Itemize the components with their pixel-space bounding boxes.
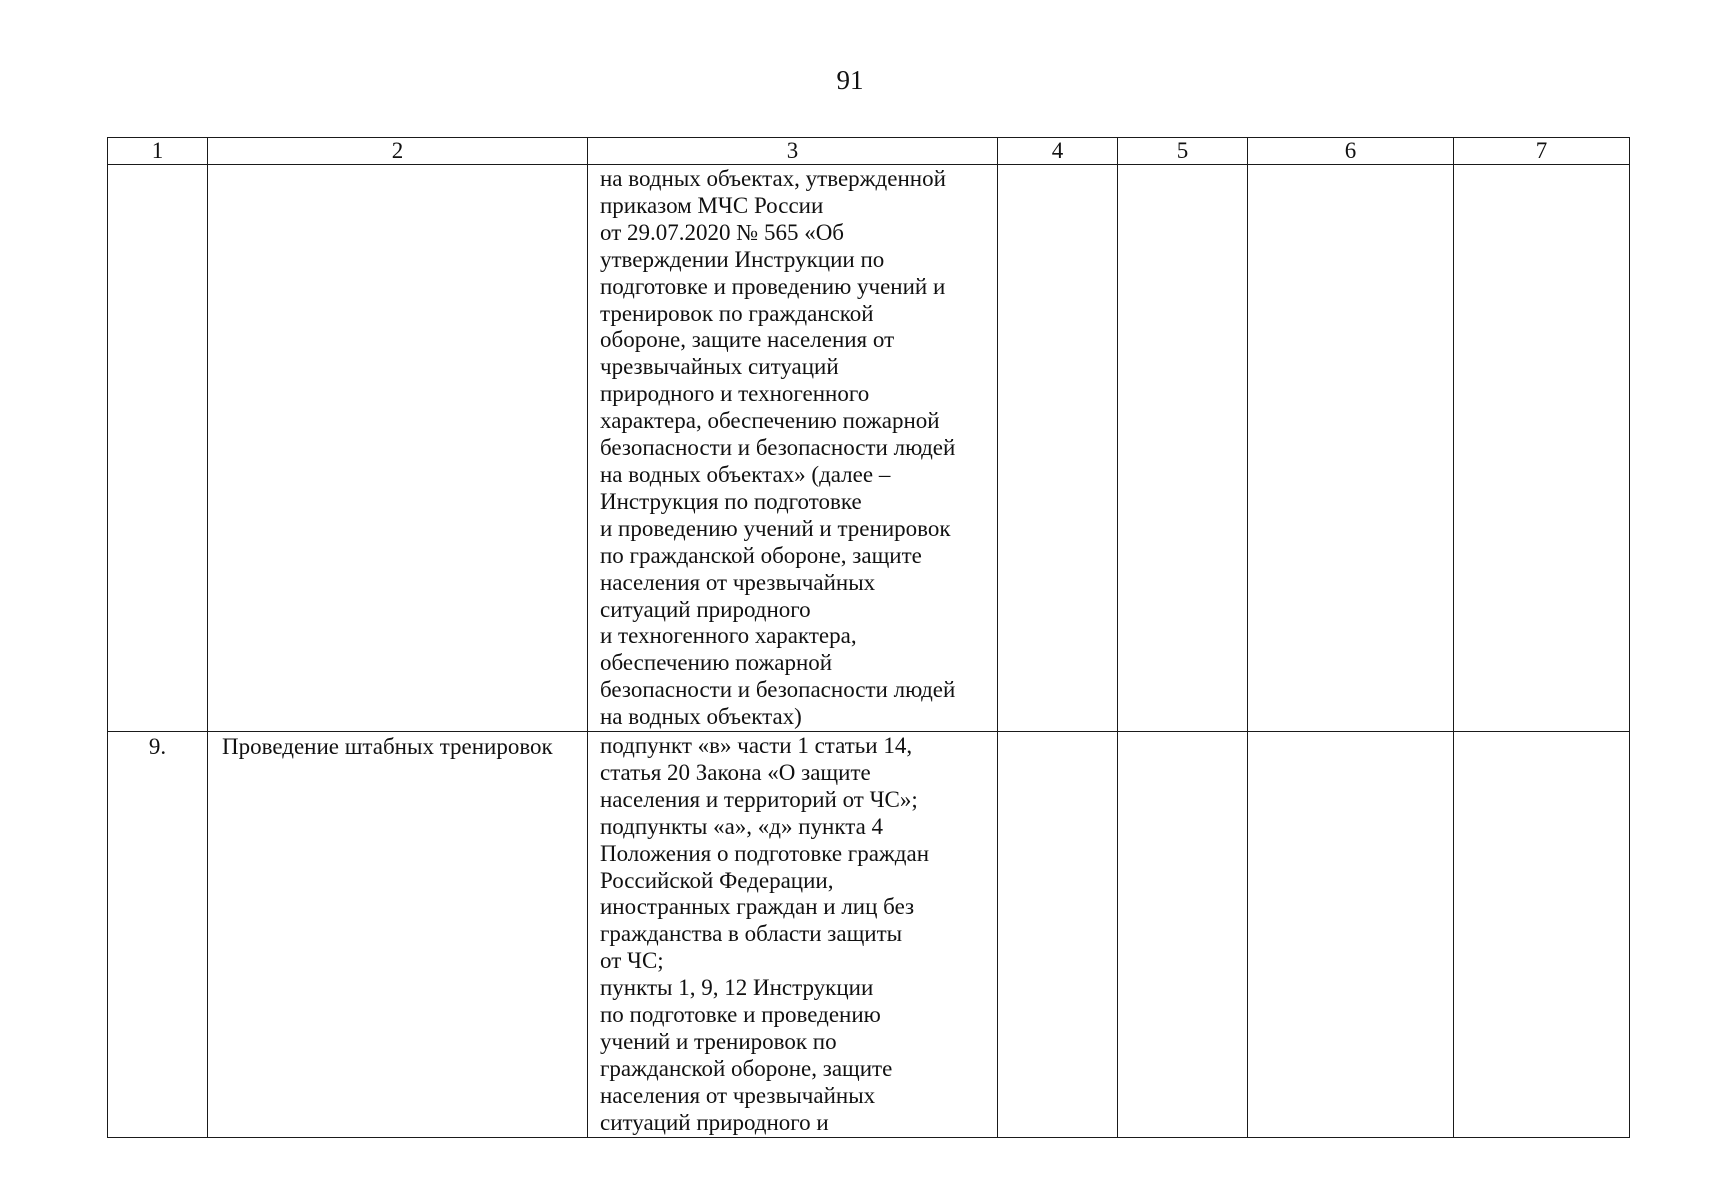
- column-header-3: 3: [588, 138, 998, 165]
- row-number: 9.: [148, 734, 167, 760]
- column-header-7: 7: [1454, 138, 1630, 165]
- row-name-cell: [208, 165, 588, 732]
- row-name: [208, 165, 587, 167]
- row-name-cell: [208, 732, 588, 1138]
- row-cell-5: [1118, 732, 1248, 1138]
- column-number-row: [108, 138, 1630, 165]
- column-header-1: 1: [108, 138, 208, 165]
- column-header-5: 5: [1118, 138, 1248, 165]
- requirements-table: [107, 137, 1630, 1138]
- page-number: 91: [836, 65, 864, 95]
- row-number-cell: [108, 732, 208, 1138]
- table-row: [108, 732, 1630, 1138]
- row-basis-text: подпункт «в» части 1 статьи 14, статья 20 Закона «О защите населения и территорий от ЧС»; подпункты «а», «д» пункта 4 Положения о подготовке граждан Российской Федерации, иностранных граждан и лиц без гражданства в области защиты от ЧС; пункты 1, 9, 12 Инструкции по подготовке и проведению учений и тренировок по гражданской обороне, защите населения от чрезвычайных ситуаций природного и: [600, 733, 930, 1135]
- row-number: [108, 165, 207, 167]
- row-cell-4: [998, 165, 1118, 732]
- row-basis-cell: [588, 732, 998, 1138]
- row-basis-cell: [588, 165, 998, 732]
- row-cell-7: [1454, 732, 1630, 1138]
- row-basis-text: на водных объектах, утвержденной приказом МЧС России от 29.07.2020 № 565 «Об утверждении Инструкции по подготовке и проведению учений и тренировок по гражданской обороне, защите населения от чрезвычайных ситуаций природного и техногенного характера, обеспечению пожарной безопасности и безопасности людей на водных объектах» (далее – Инструкция по подготовке и проведению учений и тренировок по гражданской обороне, защите населения от чрезвычайных ситуаций природного и техногенного характера, обеспечению пожарной безопасности и безопасности людей на водных объектах): [600, 166, 956, 730]
- column-header-2: 2: [208, 138, 588, 165]
- column-header-6: 6: [1248, 138, 1454, 165]
- row-number-cell: [108, 165, 208, 732]
- column-header-4: 4: [998, 138, 1118, 165]
- row-cell-6: [1248, 732, 1454, 1138]
- row-name: Проведение штабных тренировок: [222, 734, 553, 760]
- row-cell-5: [1118, 165, 1248, 732]
- row-cell-6: [1248, 165, 1454, 732]
- row-cell-4: [998, 732, 1118, 1138]
- row-cell-7: [1454, 165, 1630, 732]
- table-row: [108, 165, 1630, 732]
